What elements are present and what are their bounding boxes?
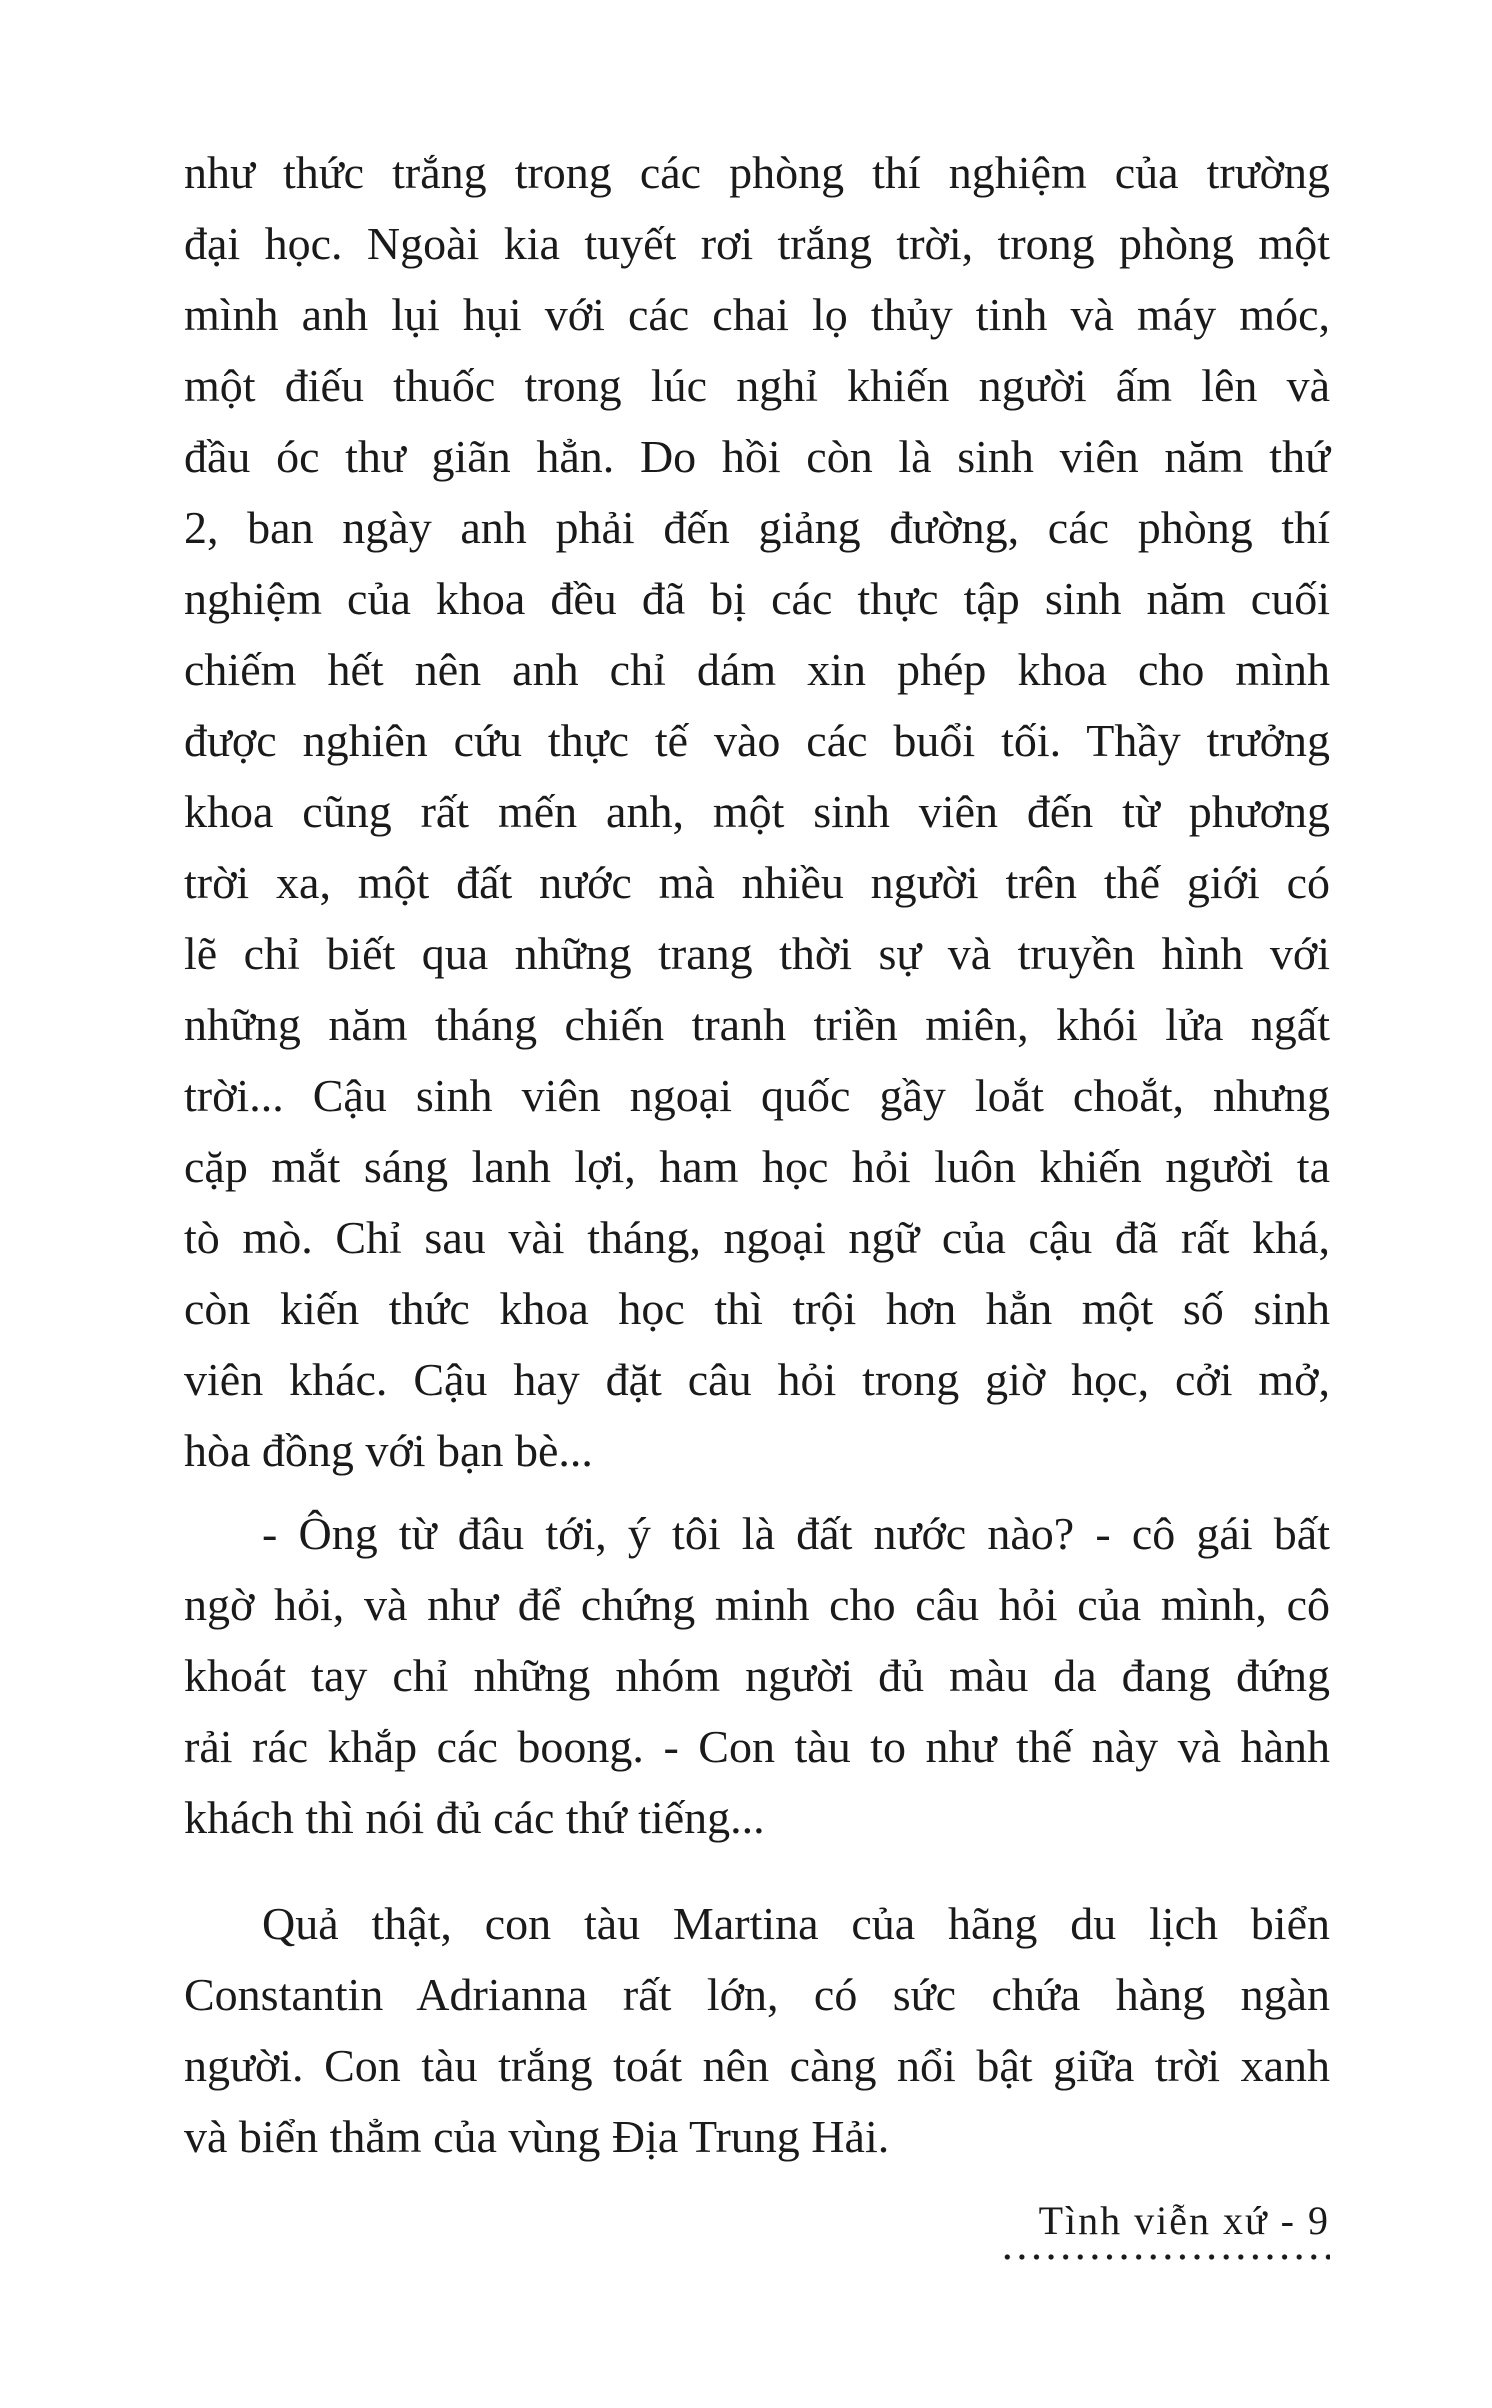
- text-line: người. Con tàu trắng toát nên càng nổi bật giữa trời xanh: [184, 2040, 1330, 2091]
- page-footer: Tình viễn xứ - 9: [1038, 2198, 1330, 2243]
- text-line: trời... Cậu sinh viên ngoại quốc gầy loắt choắt, nhưng: [184, 1070, 1330, 1121]
- text-line: trời xa, một đất nước mà nhiều người trên thế giới có: [184, 857, 1330, 908]
- text-line: khoát tay chỉ những nhóm người đủ màu da đang đứng: [184, 1650, 1330, 1701]
- text-line: hòa đồng với bạn bè...: [184, 1425, 593, 1476]
- text-line: - Ông từ đâu tới, ý tôi là đất nước nào? - cô gái bất: [262, 1508, 1330, 1559]
- text-line: còn kiến thức khoa học thì trội hơn hẳn một số sinh: [184, 1283, 1330, 1334]
- text-line: ngờ hỏi, và như để chứng minh cho câu hỏi của mình, cô: [184, 1579, 1330, 1630]
- paragraph-1: [184, 137, 1330, 1486]
- footer-dotted-rule: [1000, 2254, 1330, 2260]
- text-line: khoa cũng rất mến anh, một sinh viên đến từ phương: [184, 786, 1330, 837]
- text-line: chiếm hết nên anh chỉ dám xin phép khoa cho mình: [184, 644, 1330, 695]
- paragraph-3: [184, 1888, 1330, 2172]
- text-line: và biển thẳm của vùng Địa Trung Hải.: [184, 2111, 890, 2162]
- text-line: đại học. Ngoài kia tuyết rơi trắng trời, trong phòng một: [184, 218, 1330, 269]
- text-line: những năm tháng chiến tranh triền miên, khói lửa ngất: [184, 999, 1330, 1050]
- text-line: một điếu thuốc trong lúc nghỉ khiến người ấm lên và: [184, 360, 1330, 411]
- text-line: viên khác. Cậu hay đặt câu hỏi trong giờ học, cởi mở,: [184, 1354, 1330, 1405]
- text-line: tò mò. Chỉ sau vài tháng, ngoại ngữ của cậu đã rất khá,: [184, 1212, 1330, 1263]
- text-line: lẽ chỉ biết qua những trang thời sự và truyền hình với: [184, 928, 1330, 979]
- text-line: rải rác khắp các boong. - Con tàu to như thế này và hành: [184, 1721, 1330, 1772]
- text-line: Constantin Adrianna rất lớn, có sức chứa hàng ngàn: [184, 1969, 1330, 2020]
- text-line: Quả thật, con tàu Martina của hãng du lịch biển: [262, 1898, 1330, 1949]
- text-line: mình anh lụi hụi với các chai lọ thủy tinh và máy móc,: [184, 289, 1330, 340]
- text-line: đầu óc thư giãn hẳn. Do hồi còn là sinh viên năm thứ: [184, 431, 1330, 482]
- text-line: cặp mắt sáng lanh lợi, ham học hỏi luôn khiến người ta: [184, 1141, 1330, 1192]
- text-line: nghiệm của khoa đều đã bị các thực tập sinh năm cuối: [184, 573, 1330, 624]
- text-line: như thức trắng trong các phòng thí nghiệm của trường: [184, 147, 1330, 198]
- text-line: khách thì nói đủ các thứ tiếng...: [184, 1792, 765, 1843]
- paragraph-2: [184, 1498, 1330, 1853]
- text-line: 2, ban ngày anh phải đến giảng đường, các phòng thí: [184, 502, 1330, 553]
- text-line: được nghiên cứu thực tế vào các buổi tối. Thầy trưởng: [184, 715, 1330, 766]
